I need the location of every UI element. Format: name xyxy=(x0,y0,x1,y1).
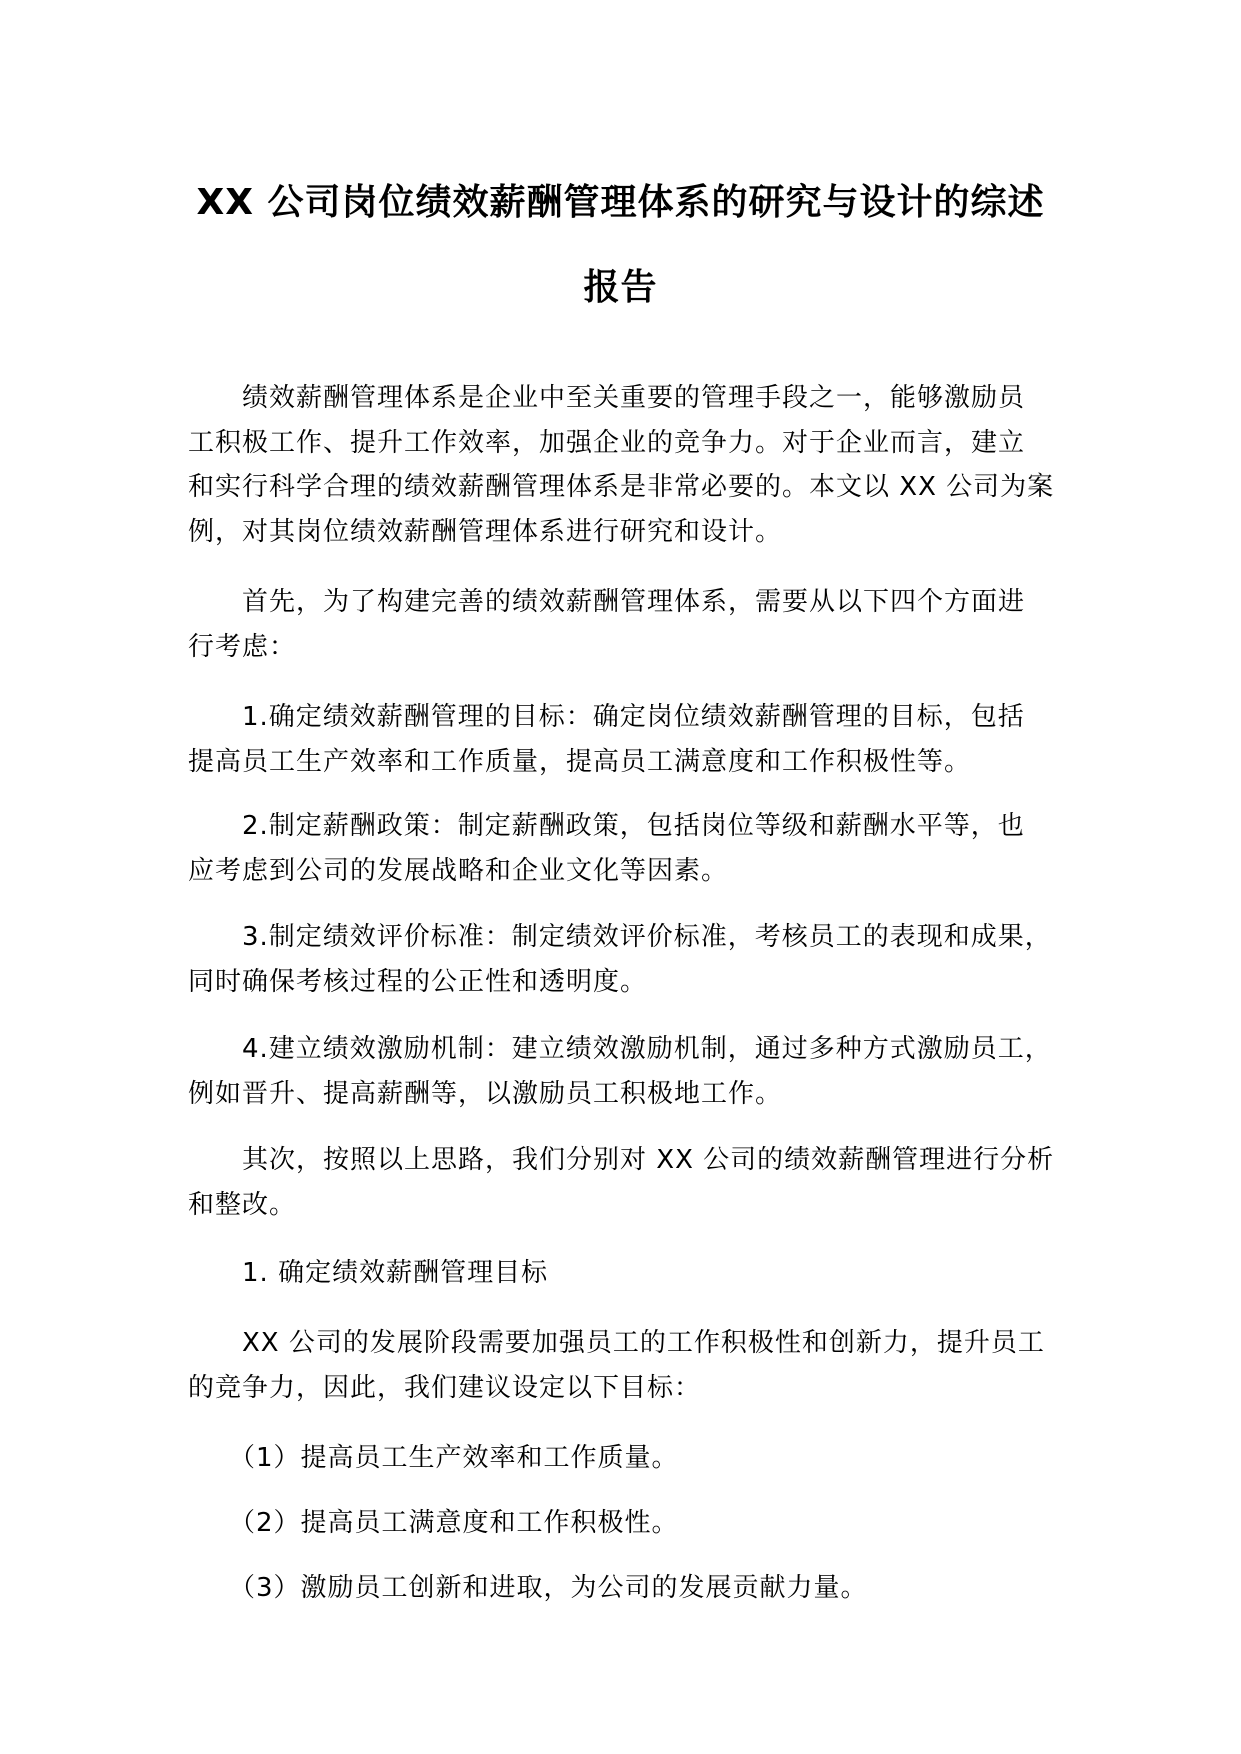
list-item: （3）激励员工创新和进取，为公司的发展贡献力量。 xyxy=(188,1573,868,1603)
paragraph-line: 绩效薪酬管理体系是企业中至关重要的管理手段之一，能够激励员 xyxy=(188,383,1026,413)
paragraph-line: 其次，按照以上思路，我们分别对 XX 公司的绩效薪酬管理进行分析 xyxy=(188,1145,1055,1175)
section-heading: 1. 确定绩效薪酬管理目标 xyxy=(188,1258,549,1288)
paragraph-line: 首先，为了构建完善的绩效薪酬管理体系，需要从以下四个方面进 xyxy=(188,587,1026,617)
list-item: （1）提高员工生产效率和工作质量。 xyxy=(188,1443,679,1473)
document-title-line-1: XX 公司岗位绩效薪酬管理体系的研究与设计的综述 xyxy=(196,182,1045,223)
paragraph-line: 例，对其岗位绩效薪酬管理体系进行研究和设计。 xyxy=(188,517,783,547)
document-title-line-2: 报告 xyxy=(583,267,658,308)
paragraph-line: 的竞争力，因此，我们建议设定以下目标： xyxy=(188,1373,702,1403)
list-item: （2）提高员工满意度和工作积极性。 xyxy=(188,1508,679,1538)
paragraph-line: 2.制定薪酬政策：制定薪酬政策，包括岗位等级和薪酬水平等，也 xyxy=(188,811,1025,841)
paragraph-line: 和整改。 xyxy=(188,1190,297,1220)
paragraph-line: 提高员工生产效率和工作质量，提高员工满意度和工作积极性等。 xyxy=(188,747,972,777)
paragraph-line: 和实行科学合理的绩效薪酬管理体系是非常必要的。本文以 XX 公司为案 xyxy=(188,472,1055,502)
paragraph-line: 4.建立绩效激励机制：建立绩效激励机制，通过多种方式激励员工， xyxy=(188,1034,1052,1064)
paragraph-line: 工积极工作、提升工作效率，加强企业的竞争力。对于企业而言，建立 xyxy=(188,428,1026,458)
paragraph-line: 行考虑： xyxy=(188,632,297,662)
paragraph-line: 例如晋升、提高薪酬等，以激励员工积极地工作。 xyxy=(188,1079,783,1109)
paragraph-line: 同时确保考核过程的公正性和透明度。 xyxy=(188,967,648,997)
paragraph-line: 1.确定绩效薪酬管理的目标：确定岗位绩效薪酬管理的目标，包括 xyxy=(188,702,1025,732)
paragraph-line: 应考虑到公司的发展战略和企业文化等因素。 xyxy=(188,856,729,886)
paragraph-line: 3.制定绩效评价标准：制定绩效评价标准，考核员工的表现和成果， xyxy=(188,922,1052,952)
paragraph-line: XX 公司的发展阶段需要加强员工的工作积极性和创新力，提升员工 xyxy=(188,1328,1045,1358)
